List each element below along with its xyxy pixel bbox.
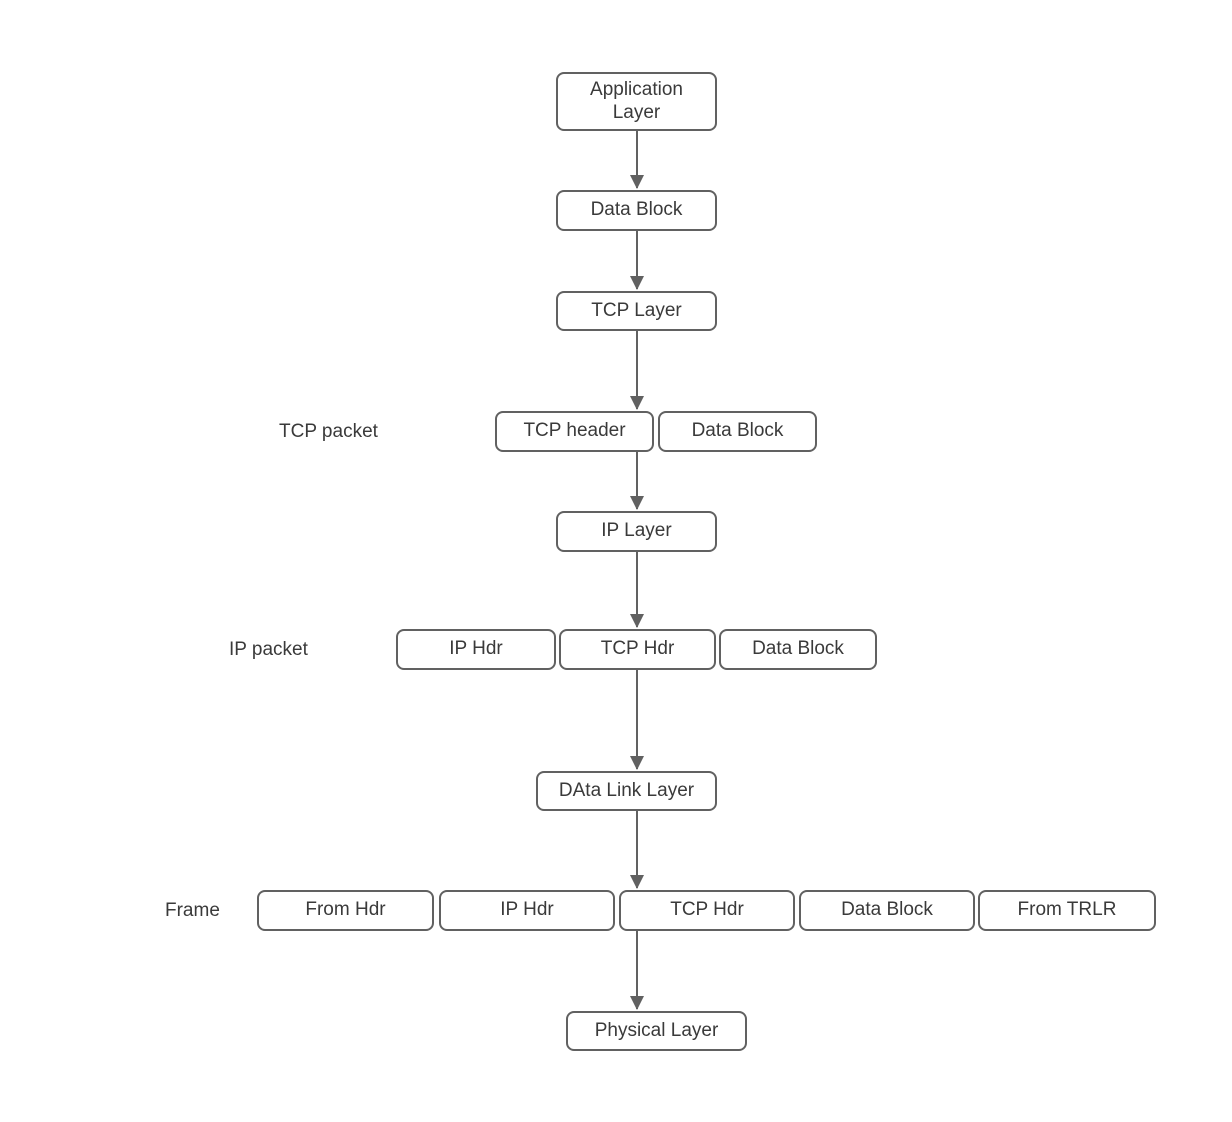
node-ip-packet-data-block — [719, 629, 877, 670]
node-frame-from-trlr-label: From TRLR — [1017, 899, 1117, 921]
node-ip-layer-label: IP Layer — [601, 520, 672, 542]
row-label-ip-packet-text: IP packet — [229, 638, 308, 660]
node-frame-ip-hdr-label: IP Hdr — [500, 899, 554, 921]
row-label-tcp-packet-text: TCP packet — [279, 420, 378, 442]
node-data-link-layer-label: DAta Link Layer — [558, 779, 695, 801]
node-ip-layer — [556, 511, 717, 552]
node-tcp-layer-label: TCP Layer — [591, 299, 682, 321]
node-frame-ip-hdr — [439, 890, 615, 931]
node-frame-tcp-hdr — [619, 890, 795, 931]
node-frame-from-trlr — [978, 890, 1156, 931]
node-physical-layer — [566, 1011, 747, 1051]
node-ip-packet-data-block-label: Data Block — [752, 638, 844, 660]
node-tcp-packet-data-block — [658, 411, 817, 452]
node-application-layer-label: Application Layer — [590, 78, 683, 123]
node-frame-from-hdr — [257, 890, 434, 931]
node-frame-data-block-label: Data Block — [841, 899, 933, 921]
node-tcp-header-label: TCP header — [523, 420, 626, 442]
node-frame-data-block — [799, 890, 975, 931]
row-label-frame — [165, 890, 220, 931]
node-ip-packet-ip-hdr — [396, 629, 556, 670]
node-data-link-layer — [536, 771, 717, 811]
node-tcp-packet-data-block-label: Data Block — [691, 420, 784, 442]
row-label-tcp-packet — [279, 411, 378, 452]
node-ip-packet-tcp-hdr — [559, 629, 716, 670]
node-tcp-header — [495, 411, 654, 452]
node-frame-tcp-hdr-label: TCP Hdr — [670, 899, 744, 921]
node-ip-packet-ip-hdr-label: IP Hdr — [449, 638, 503, 660]
row-label-frame-text: Frame — [165, 899, 220, 921]
node-physical-layer-label: Physical Layer — [594, 1019, 719, 1041]
node-data-block-top — [556, 190, 717, 231]
row-label-ip-packet — [229, 629, 308, 670]
node-application-layer — [556, 72, 717, 131]
node-frame-from-hdr-label: From Hdr — [305, 899, 386, 921]
node-data-block-top-label: Data Block — [590, 199, 683, 221]
node-ip-packet-tcp-hdr-label: TCP Hdr — [600, 638, 675, 660]
node-tcp-layer — [556, 291, 717, 331]
